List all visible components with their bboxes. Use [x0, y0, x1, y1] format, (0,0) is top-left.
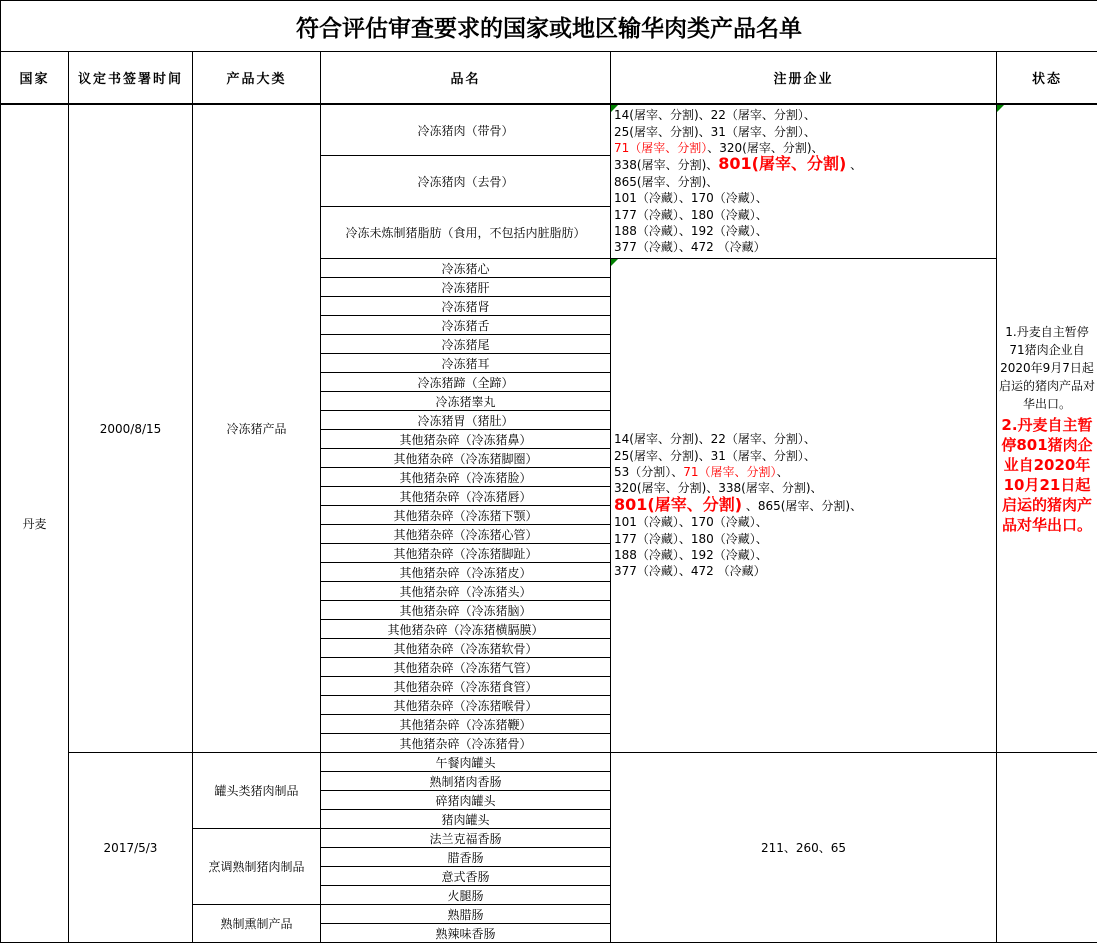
product-name-cell: 其他猪杂碎（冷冻猪鞭）	[321, 715, 611, 734]
enterprise-text: 377（冷藏）、472 （冷藏）	[614, 564, 766, 578]
registered-enterprises-block-3: 211、260、65	[611, 753, 997, 943]
product-name-cell: 冷冻未炼制猪脂肪（食用，不包括内脏脂肪）	[321, 207, 611, 259]
product-name-cell: 熟辣味香肠	[321, 924, 611, 943]
product-name-cell: 午餐肉罐头	[321, 753, 611, 772]
category-cell-cooked-pork: 烹调熟制猪肉制品	[193, 829, 321, 905]
product-name-cell: 熟腊肠	[321, 905, 611, 924]
category-cell-canned-pork: 罐头类猪肉制品	[193, 753, 321, 829]
product-name-cell: 其他猪杂碎（冷冻猪心管）	[321, 525, 611, 544]
header-row	[1, 52, 1097, 105]
product-name-cell: 熟制猪肉香肠	[321, 772, 611, 791]
header-sign-time: 议定书签署时间	[69, 52, 193, 105]
page-title: 符合评估审查要求的国家或地区输华肉类产品名单	[1, 1, 1097, 52]
cell-corner-flag-icon	[997, 105, 1004, 112]
registered-enterprises-block-2	[611, 259, 997, 753]
category-cell-frozen-pork: 冷冻猪产品	[193, 104, 321, 753]
cell-corner-flag-icon	[611, 105, 618, 112]
enterprise-line	[614, 448, 994, 464]
enterprise-text: 177（冷藏）、180（冷藏）、	[614, 208, 768, 222]
product-name-cell: 法兰克福香肠	[321, 829, 611, 848]
category-cell-smoked-products: 熟制熏制产品	[193, 905, 321, 943]
product-name-cell: 其他猪杂碎（冷冻猪唇）	[321, 487, 611, 506]
product-name-cell: 其他猪杂碎（冷冻猪气管）	[321, 658, 611, 677]
enterprise-text: 、865(屠宰、分割)、	[742, 499, 862, 513]
enterprise-text: 188（冷藏）、192（冷藏）、	[614, 224, 768, 238]
enterprise-line	[614, 174, 994, 190]
enterprise-text: 、320(屠宰、分割)、	[707, 141, 823, 155]
product-name-cell: 冷冻猪耳	[321, 354, 611, 373]
header-product: 品名	[321, 52, 611, 105]
product-name-cell: 冷冻猪肉（去骨）	[321, 156, 611, 207]
enterprise-text: 25(屠宰、分割)、31（屠宰、分割）、	[614, 449, 816, 463]
status-cell	[997, 104, 1097, 753]
enterprise-line	[614, 239, 994, 255]
product-name-cell: 其他猪杂碎（冷冻猪骨）	[321, 734, 611, 753]
enterprise-line	[614, 223, 994, 239]
product-name-cell: 其他猪杂碎（冷冻猪喉骨）	[321, 696, 611, 715]
enterprise-text-red: 71（屠宰、分割）	[614, 141, 707, 155]
enterprise-line	[614, 547, 994, 563]
product-name-cell: 其他猪杂碎（冷冻猪脚趾）	[321, 544, 611, 563]
enterprise-text: 25(屠宰、分割)、31（屠宰、分割）、	[614, 125, 816, 139]
enterprise-line	[614, 563, 994, 579]
enterprise-line	[614, 431, 994, 447]
cell-corner-flag-icon	[611, 259, 618, 266]
enterprise-text: 338(屠宰、分割)、	[614, 158, 718, 172]
sign-time-cell-2: 2017/5/3	[69, 753, 193, 943]
product-row	[1, 753, 1097, 772]
product-name-cell: 碎猪肉罐头	[321, 791, 611, 810]
product-name-cell: 冷冻猪心	[321, 259, 611, 278]
enterprise-text: 320(屠宰、分割)、338(屠宰、分割)、	[614, 481, 823, 495]
product-name-cell: 冷冻猪肝	[321, 278, 611, 297]
enterprise-line	[614, 497, 994, 514]
enterprise-text: 177（冷藏）、180（冷藏）、	[614, 532, 768, 546]
sign-time-cell-1: 2000/8/15	[69, 104, 193, 753]
enterprise-line	[614, 531, 994, 547]
enterprise-text-red: 71（屠宰、分割）	[683, 465, 776, 479]
product-row	[1, 104, 1097, 156]
enterprise-line	[614, 464, 994, 480]
product-name-cell: 冷冻猪睾丸	[321, 392, 611, 411]
product-name-cell: 其他猪杂碎（冷冻猪鼻）	[321, 430, 611, 449]
header-country: 国家	[1, 52, 69, 105]
product-name-cell: 其他猪杂碎（冷冻猪头）	[321, 582, 611, 601]
enterprise-line	[614, 514, 994, 530]
enterprise-text: 101（冷藏）、170（冷藏）、	[614, 191, 768, 205]
enterprise-line	[614, 156, 994, 173]
status-note-1: 1.丹麦自主暂停71猪肉企业自2020年9月7日起启运的猪肉产品对华出口。	[999, 323, 1095, 413]
enterprise-text: 53（分割）、	[614, 465, 683, 479]
product-name-cell: 其他猪杂碎（冷冻猪食管）	[321, 677, 611, 696]
product-name-cell: 其他猪杂碎（冷冻猪脚圈）	[321, 449, 611, 468]
enterprise-text-red-bold: 801(屠宰、分割)	[718, 154, 846, 173]
enterprise-text: 14(屠宰、分割)、22（屠宰、分割）、	[614, 108, 816, 122]
enterprise-text: 、	[846, 158, 862, 172]
header-category: 产品大类	[193, 52, 321, 105]
product-name-cell: 其他猪杂碎（冷冻猪软骨）	[321, 639, 611, 658]
product-name-cell: 冷冻猪蹄（全蹄）	[321, 373, 611, 392]
product-name-cell: 其他猪杂碎（冷冻猪下颚）	[321, 506, 611, 525]
title-row	[1, 1, 1097, 52]
header-enterprises: 注册企业	[611, 52, 997, 105]
product-name-cell: 其他猪杂碎（冷冻猪皮）	[321, 563, 611, 582]
enterprise-text-red-bold: 801(屠宰、分割)	[614, 495, 742, 514]
product-name-cell: 火腿肠	[321, 886, 611, 905]
registered-enterprises-block-1	[611, 104, 997, 259]
enterprise-line	[614, 124, 994, 140]
product-name-cell: 冷冻猪肾	[321, 297, 611, 316]
enterprise-text: 377（冷藏）、472 （冷藏）	[614, 240, 766, 254]
enterprise-text: 101（冷藏）、170（冷藏）、	[614, 515, 768, 529]
enterprise-text: 865(屠宰、分割)、	[614, 175, 718, 189]
status-note-2: 2.丹麦自主暂停801猪肉企业自2020年10月21日起启运的猪肉产品对华出口。	[999, 415, 1095, 535]
product-name-cell: 猪肉罐头	[321, 810, 611, 829]
enterprise-text: 188（冷藏）、192（冷藏）、	[614, 548, 768, 562]
enterprise-line	[614, 190, 994, 206]
product-name-cell: 冷冻猪尾	[321, 335, 611, 354]
product-name-cell: 腊香肠	[321, 848, 611, 867]
status-cell-empty	[997, 753, 1097, 943]
product-name-cell: 其他猪杂碎（冷冻猪脑）	[321, 601, 611, 620]
enterprise-line	[614, 207, 994, 223]
product-name-cell: 意式香肠	[321, 867, 611, 886]
enterprise-text: 14(屠宰、分割)、22（屠宰、分割）、	[614, 432, 816, 446]
country-cell: 丹麦	[1, 104, 69, 943]
product-name-cell: 其他猪杂碎（冷冻猪脸）	[321, 468, 611, 487]
product-name-cell: 其他猪杂碎（冷冻猪横膈膜）	[321, 620, 611, 639]
enterprise-line	[614, 107, 994, 123]
product-name-cell: 冷冻猪胃（猪肚）	[321, 411, 611, 430]
header-status: 状态	[997, 52, 1097, 105]
product-name-cell: 冷冻猪肉（带骨）	[321, 104, 611, 156]
enterprise-text: 、	[777, 465, 789, 479]
product-name-cell: 冷冻猪舌	[321, 316, 611, 335]
